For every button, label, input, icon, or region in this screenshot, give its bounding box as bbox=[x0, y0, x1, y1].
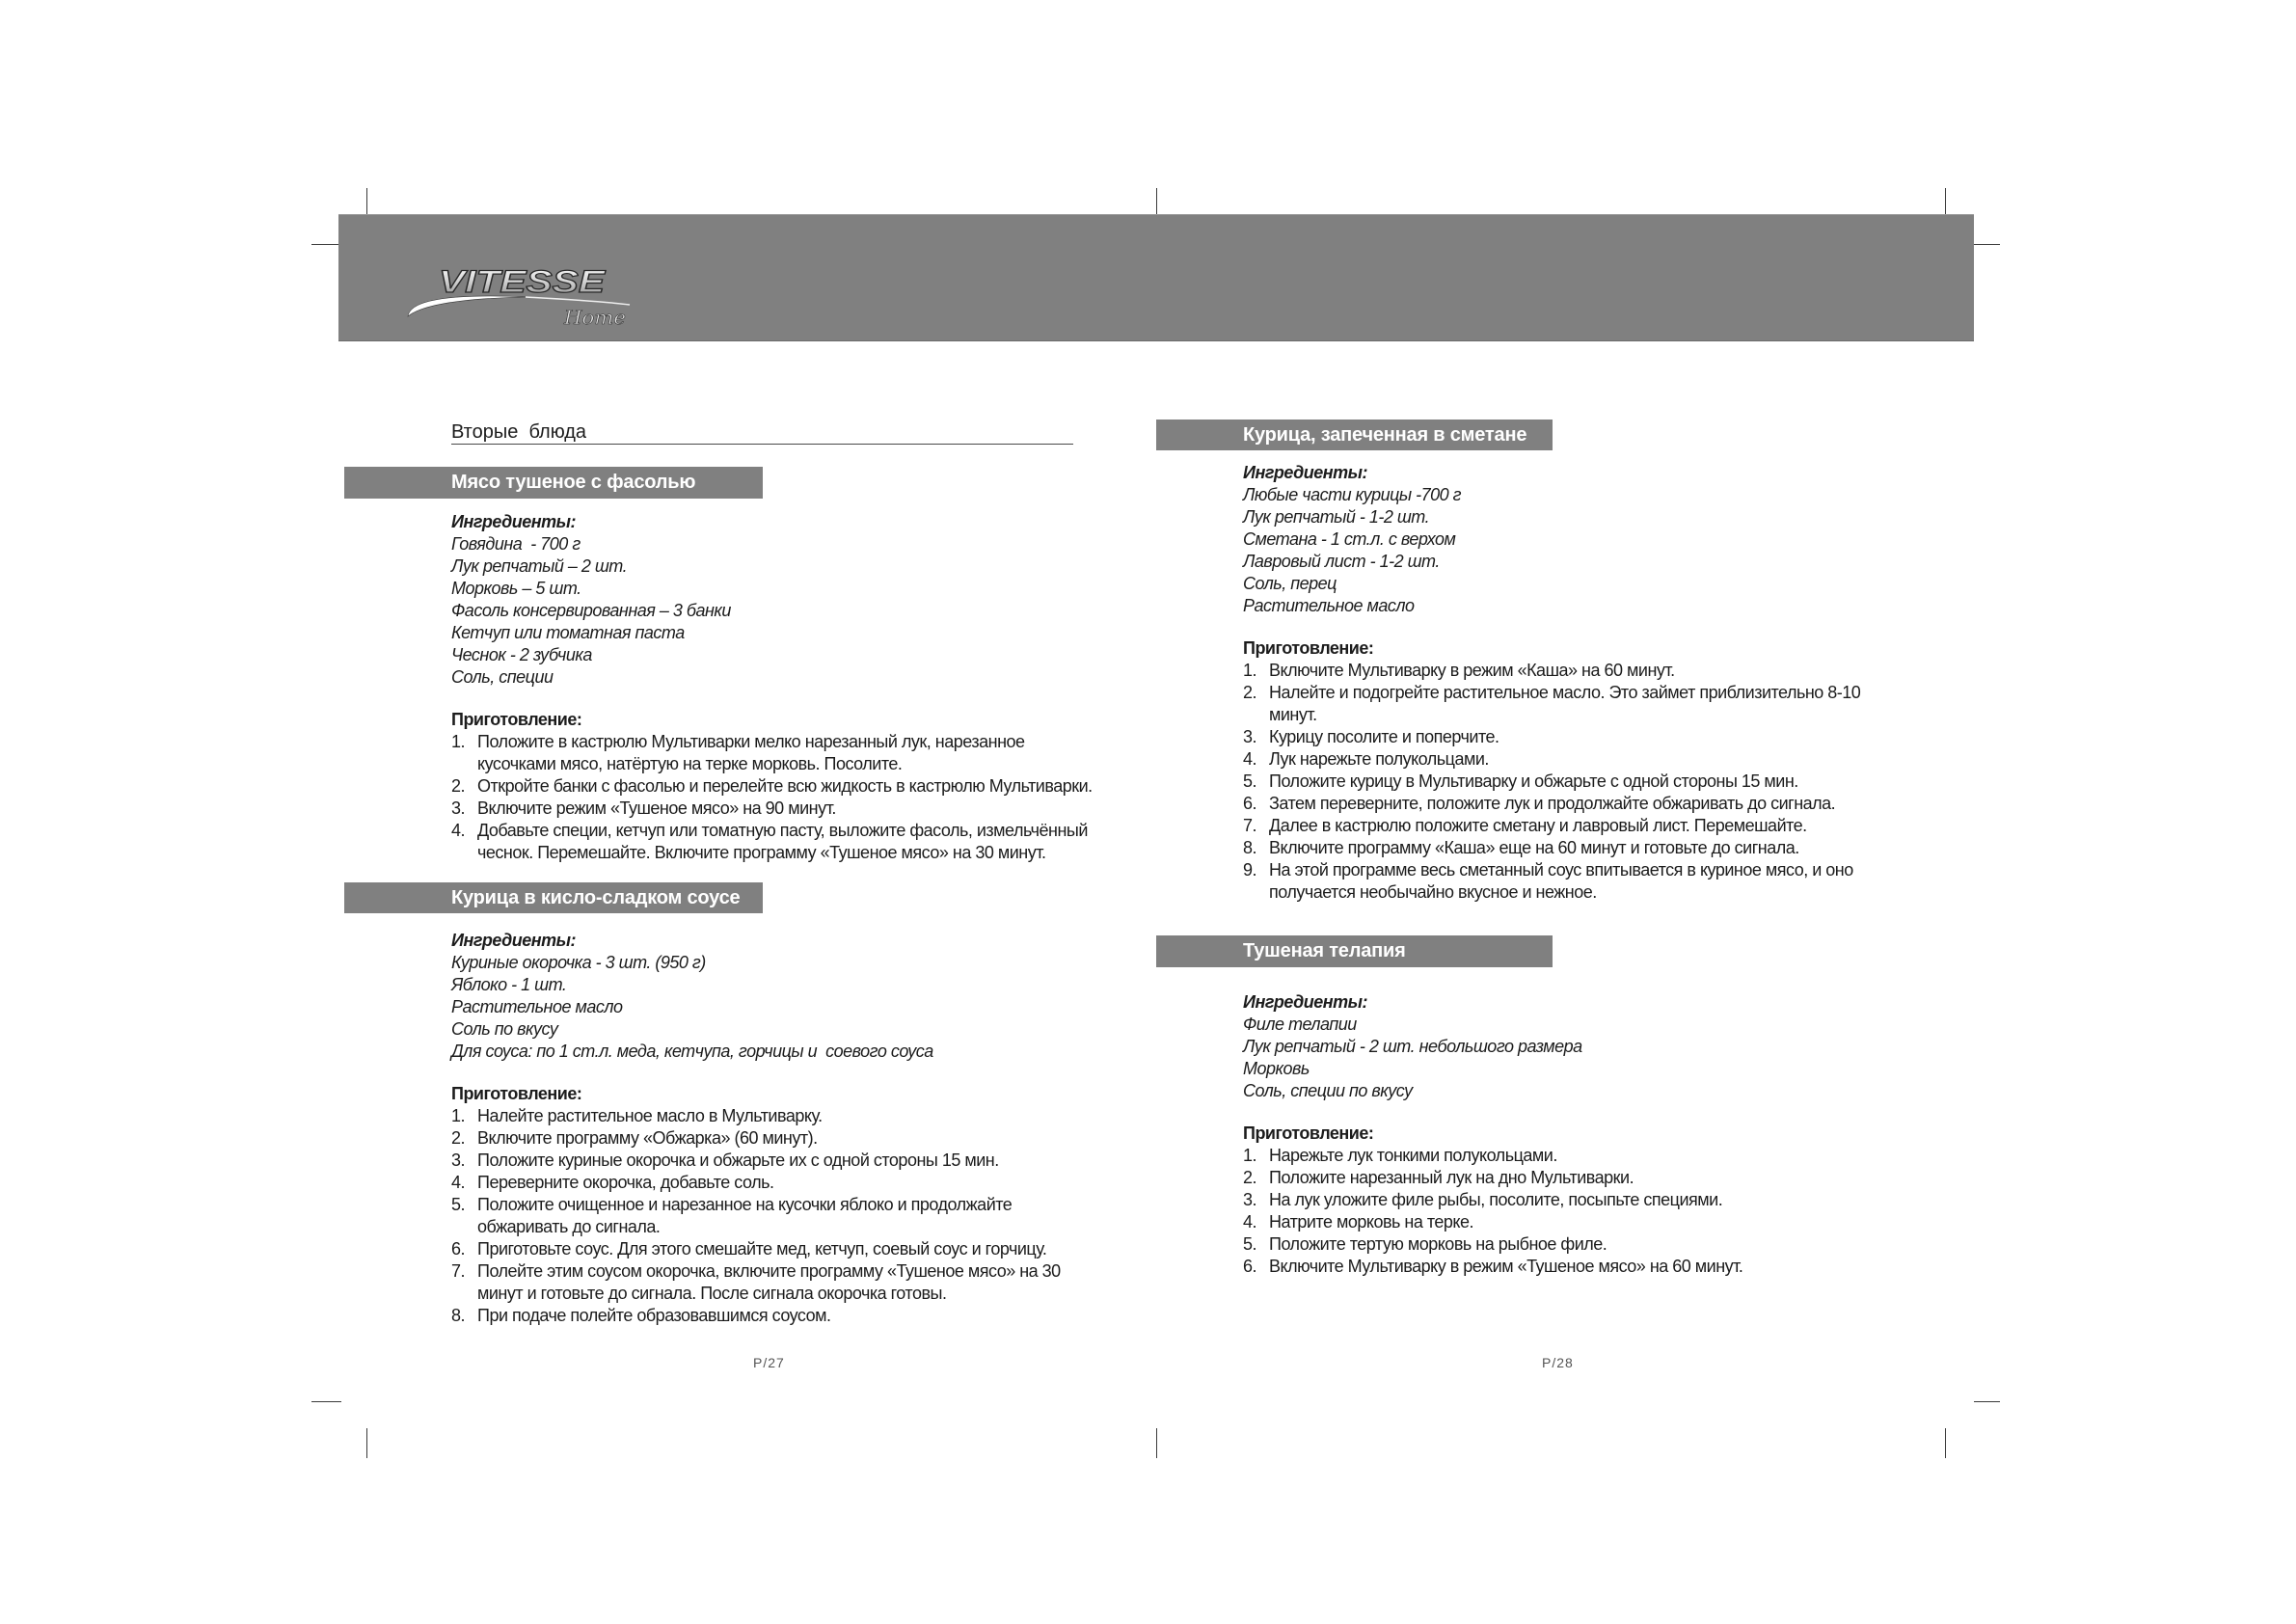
step-text: Включите режим «Тушеное мясо» на 90 минут. bbox=[477, 798, 836, 818]
step-text: Затем переверните, положите лук и продолжайте обжаривать до сигнала. bbox=[1269, 794, 1836, 813]
step bbox=[1243, 793, 1860, 815]
step-text: кусочками мясо, натёртую на терке морковь. Посолите. bbox=[477, 754, 903, 773]
step bbox=[451, 731, 1093, 775]
step-text: Далее в кастрюлю положите сметану и лавровый лист. Перемешайте. bbox=[1269, 816, 1807, 835]
step-text: Положите нарезанный лук на дно Мультиварки. bbox=[1269, 1168, 1634, 1187]
logo-brand-text: VITESSE bbox=[439, 264, 608, 299]
ingredient-item: Яблоко - 1 шт. bbox=[451, 975, 567, 994]
step-text: Натрите морковь на терке. bbox=[1269, 1212, 1474, 1232]
crop-mark bbox=[311, 1401, 341, 1402]
ingredient-item: Соль, перец bbox=[1243, 574, 1337, 593]
step-text: Включите Мультиварку в режим «Тушеное мясо» на 60 минут. bbox=[1269, 1257, 1743, 1276]
section-title: Курица, запеченная в сметане bbox=[1243, 424, 1527, 446]
ingredient-item: Чеснок - 2 зубчика bbox=[451, 645, 592, 664]
step bbox=[451, 1105, 1061, 1127]
ingredient-item: Растительное масло bbox=[1243, 596, 1415, 615]
preparation-label: Приготовление: bbox=[1243, 1123, 1374, 1143]
step bbox=[451, 798, 1093, 820]
step bbox=[1243, 815, 1860, 837]
ingredient-item: Лук репчатый – 2 шт. bbox=[451, 556, 628, 576]
step-text: Включите программу «Каша» еще на 60 минут и готовьте до сигнала. bbox=[1269, 838, 1799, 857]
section-title: Курица в кисло-сладком соусе bbox=[451, 887, 741, 908]
ingredient-item: Куриные окорочка - 3 шт. (950 г) bbox=[451, 953, 706, 972]
step bbox=[1243, 859, 1860, 904]
step-number: 8. bbox=[1243, 838, 1257, 857]
step-number: 3. bbox=[1243, 1190, 1257, 1209]
crop-mark bbox=[311, 244, 341, 245]
step-text: Приготовьте соус. Для этого смешайте мед, кетчуп, соевый соус и горчицу. bbox=[477, 1239, 1047, 1259]
ingredients-label: Ингредиенты: bbox=[1243, 992, 1368, 1012]
step-text: Положите в кастрюлю Мультиварки мелко нарезанный лук, нарезанное bbox=[477, 732, 1025, 751]
ingredient-item: Любые части курицы -700 г bbox=[1243, 485, 1462, 504]
ingredient-item: Лавровый лист - 1-2 шт. bbox=[1243, 552, 1440, 571]
ingredient-item: Соль, специи bbox=[451, 667, 554, 687]
step-number: 2. bbox=[451, 776, 466, 796]
step bbox=[1243, 1167, 1742, 1189]
step-text: Положите тертую морковь на рыбное филе. bbox=[1269, 1234, 1607, 1254]
step bbox=[451, 775, 1093, 798]
step-text: обжаривать до сигнала. bbox=[477, 1217, 661, 1236]
step-number: 7. bbox=[451, 1261, 466, 1281]
logo-swoosh bbox=[408, 296, 529, 316]
crop-mark bbox=[366, 188, 367, 214]
preparation-steps bbox=[1243, 637, 1860, 904]
crop-mark bbox=[1974, 1401, 2000, 1402]
step bbox=[1243, 748, 1860, 771]
step bbox=[451, 1305, 1061, 1327]
ingredients-label: Ингредиенты: bbox=[451, 512, 577, 531]
step-number: 2. bbox=[1243, 1168, 1257, 1187]
ingredient-item: Филе телапии bbox=[1243, 1015, 1357, 1034]
page-title: Вторые блюда bbox=[451, 421, 587, 443]
step-number: 3. bbox=[451, 798, 466, 818]
step-number: 7. bbox=[1243, 816, 1257, 835]
step-text: На этой программе весь сметанный соус впитывается в куриное мясо, и оно bbox=[1269, 860, 1853, 880]
ingredient-item: Говядина - 700 г bbox=[451, 534, 581, 554]
step-number: 6. bbox=[451, 1239, 466, 1259]
step-number: 4. bbox=[451, 821, 466, 840]
step-number: 8. bbox=[451, 1306, 466, 1325]
step-number: 4. bbox=[451, 1173, 466, 1192]
step-number: 2. bbox=[1243, 683, 1257, 702]
preparation-steps bbox=[1243, 1123, 1742, 1278]
step bbox=[1243, 1145, 1742, 1167]
ingredients-list bbox=[1243, 462, 1461, 617]
step bbox=[451, 1172, 1061, 1194]
ingredient-item: Лук репчатый - 2 шт. небольшого размера bbox=[1243, 1037, 1582, 1056]
step-text: Положите курицу в Мультиварку и обжарьте с одной стороны 15 мин. bbox=[1269, 771, 1798, 791]
vitesse-home-logo bbox=[406, 260, 637, 330]
ingredients-list bbox=[451, 511, 731, 689]
page-number: P/27 bbox=[753, 1355, 785, 1370]
step-text: чеснок. Перемешайте. Включите программу «Тушеное мясо» на 30 минут. bbox=[477, 843, 1046, 862]
step-number: 3. bbox=[1243, 727, 1257, 746]
step-number: 9. bbox=[1243, 860, 1257, 880]
section-title-bar bbox=[344, 882, 763, 913]
ingredients-label: Ингредиенты: bbox=[1243, 463, 1368, 482]
step bbox=[451, 1238, 1061, 1260]
ingredient-item: Соль по вкусу bbox=[451, 1019, 558, 1039]
ingredient-item: Для соуса: по 1 ст.л. меда, кетчупа, горчицы и соевого соуса bbox=[451, 1042, 933, 1061]
preparation-steps bbox=[451, 709, 1093, 864]
crop-mark bbox=[1945, 1428, 1946, 1458]
step-text: минут и готовьте до сигнала. После сигнала окорочка готовы. bbox=[477, 1284, 947, 1303]
step-text: Нарежьте лук тонкими полукольцами. bbox=[1269, 1146, 1557, 1165]
step bbox=[451, 1150, 1061, 1172]
ingredients-label: Ингредиенты: bbox=[451, 931, 577, 950]
ingredient-item: Лук репчатый - 1-2 шт. bbox=[1243, 507, 1430, 527]
ingredient-item: Сметана - 1 ст.л. с верхом bbox=[1243, 529, 1456, 549]
step bbox=[451, 1194, 1061, 1238]
step bbox=[1243, 682, 1860, 726]
preparation-label: Приготовление: bbox=[451, 710, 582, 729]
step-number: 5. bbox=[451, 1195, 466, 1214]
step-text: При подаче полейте образовавшимся соусом. bbox=[477, 1306, 831, 1325]
step-number: 1. bbox=[1243, 661, 1257, 680]
ingredient-item: Морковь – 5 шт. bbox=[451, 579, 581, 598]
step bbox=[451, 1260, 1061, 1305]
step-number: 3. bbox=[451, 1150, 466, 1170]
section-title-bar bbox=[344, 467, 763, 499]
step-text: Налейте растительное масло в Мультиварку. bbox=[477, 1106, 823, 1125]
step bbox=[1243, 1211, 1742, 1233]
preparation-label: Приготовление: bbox=[1243, 638, 1374, 658]
step-text: Лук нарежьте полукольцами. bbox=[1269, 749, 1489, 769]
ingredient-item: Кетчуп или томатная паста bbox=[451, 623, 685, 642]
preparation-steps bbox=[451, 1083, 1061, 1327]
step-text: Включите программу «Обжарка» (60 минут). bbox=[477, 1128, 818, 1148]
crop-mark bbox=[1156, 188, 1157, 214]
step-text: Добавьте специи, кетчуп или томатную пасту, выложите фасоль, измельчённый bbox=[477, 821, 1088, 840]
preparation-label: Приготовление: bbox=[451, 1084, 582, 1103]
section-title: Мясо тушеное с фасолью bbox=[451, 472, 696, 493]
step-text: Положите очищенное и нарезанное на кусочки яблоко и продолжайте bbox=[477, 1195, 1013, 1214]
crop-mark bbox=[1156, 1428, 1157, 1458]
step-text: минут. bbox=[1269, 705, 1317, 724]
ingredient-item: Фасоль консервированная – 3 банки bbox=[451, 601, 731, 620]
section-title: Тушеная телапия bbox=[1243, 940, 1406, 961]
section-title-bar bbox=[1156, 420, 1553, 450]
step-text: Откройте банки с фасолью и перелейте всю жидкость в кастрюлю Мультиварки. bbox=[477, 776, 1093, 796]
step-text: Включите Мультиварку в режим «Каша» на 60 минут. bbox=[1269, 661, 1675, 680]
ingredients-list bbox=[1243, 991, 1582, 1102]
step-number: 1. bbox=[1243, 1146, 1257, 1165]
step-number: 1. bbox=[451, 732, 466, 751]
step-number: 1. bbox=[451, 1106, 466, 1125]
step-text: Курицу посолите и поперчите. bbox=[1269, 727, 1499, 746]
page-number: P/28 bbox=[1542, 1355, 1574, 1370]
step-text: Положите куриные окорочка и обжарьте их с одной стороны 15 мин. bbox=[477, 1150, 999, 1170]
ingredient-item: Морковь bbox=[1243, 1059, 1310, 1078]
step-text: Полейте этим соусом окорочка, включите программу «Тушеное мясо» на 30 bbox=[477, 1261, 1061, 1281]
step bbox=[1243, 1256, 1742, 1278]
crop-mark bbox=[1974, 244, 2000, 245]
ingredients-list bbox=[451, 930, 933, 1063]
crop-mark bbox=[1945, 188, 1946, 214]
step bbox=[451, 1127, 1061, 1150]
logo-sub-text: Home bbox=[562, 306, 626, 329]
step-text: На лук уложите филе рыбы, посолите, посыпьте специями. bbox=[1269, 1190, 1723, 1209]
section-title-bar bbox=[1156, 935, 1553, 967]
ingredient-item: Соль, специи по вкусу bbox=[1243, 1081, 1413, 1100]
step-number: 2. bbox=[451, 1128, 466, 1148]
step bbox=[1243, 837, 1860, 859]
step-number: 6. bbox=[1243, 794, 1257, 813]
step-number: 6. bbox=[1243, 1257, 1257, 1276]
step-text: получается необычайно вкусное и нежное. bbox=[1269, 882, 1597, 902]
step bbox=[1243, 1233, 1742, 1256]
ingredient-item: Растительное масло bbox=[451, 997, 623, 1016]
step bbox=[451, 820, 1093, 864]
step bbox=[1243, 1189, 1742, 1211]
step bbox=[1243, 660, 1860, 682]
crop-mark bbox=[366, 1428, 367, 1458]
step bbox=[1243, 771, 1860, 793]
step-number: 5. bbox=[1243, 771, 1257, 791]
step-text: Налейте и подогрейте растительное масло. Это займет приблизительно 8-10 bbox=[1269, 683, 1861, 702]
step-number: 5. bbox=[1243, 1234, 1257, 1254]
step-text: Переверните окорочка, добавьте соль. bbox=[477, 1173, 774, 1192]
step-number: 4. bbox=[1243, 1212, 1257, 1232]
title-underline bbox=[451, 444, 1073, 445]
step bbox=[1243, 726, 1860, 748]
step-number: 4. bbox=[1243, 749, 1257, 769]
